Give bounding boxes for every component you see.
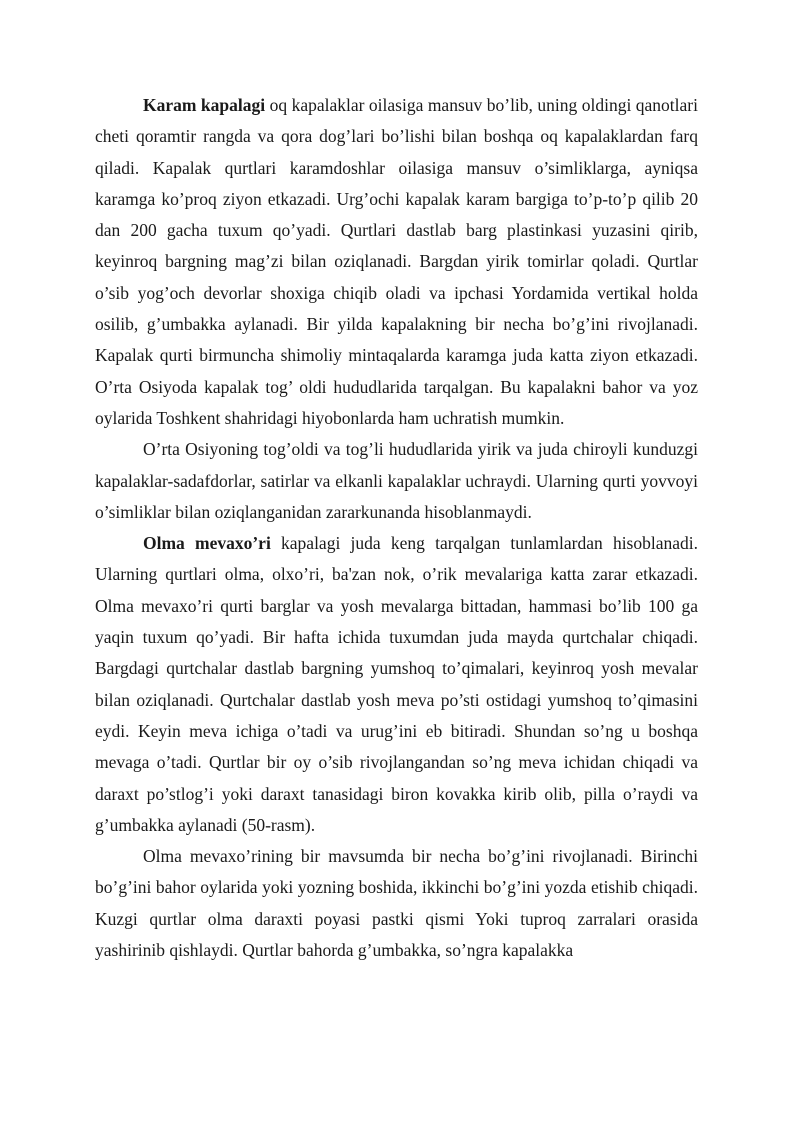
paragraph-text: oq kapalaklar oilasiga mansuv bo’lib, uning oldingi qanotlari cheti qoramtir rangda va qora dog’lari bo’lishi bilan boshqa oq kapalaklardan farq qiladi. Kapalak qurtlari karamdoshlar oilasiga mansuv o’simliklarga, ayniqsa karamga ko’proq ziyon etkazadi. Urg’ochi kapalak karam bargiga to’p-to’p qilib 20 dan 200 gacha tuxum qo’yadi. Qurtlari dastlab barg plastinkasi yuzasini qirib, keyinroq bargning mag’zi bilan oziqlanadi. Bargdan yirik tomirlar qoladi. Qurtlar o’sib yog’och devorlar shoxiga chiqib oladi va ipchasi Yordamida vertikal holda osilib, g’umbakka aylanadi. Bir yilda kapalakning bir necha bo’g’ini rivojlanadi. Kapalak qurti birmuncha shimoliy mintaqalarda karamga juda katta ziyon etkazadi. O’rta Osiyoda kapalak tog’ oldi hududlarida tarqalgan. Bu kapalakni bahor va yoz oylarida Toshkent shahridagi hiyobonlarda ham uchratish mumkin. <box>95 95 698 428</box>
paragraph-text: Olma mevaxo’rining bir mavsumda bir necha bo’g’ini rivojlanadi. Birinchi bo’g’ini bahor oylarida yoki yozning boshida, ikkinchi bo’g’ini yozda etishib chiqadi. Kuzgi qurtlar olma daraxti poyasi pastki qismi Yoki tuproq zarralari orasida yashirinib qishlaydi. Qurtlar bahorda g’umbakka, so’ngra kapalakka <box>95 846 698 961</box>
paragraph-karam-kapalagi <box>95 90 698 434</box>
paragraph-olma-mevaxori <box>95 528 698 841</box>
paragraph-orta-osiyo <box>95 434 698 528</box>
term-karam-kapalagi: Karam kapalagi <box>143 95 266 115</box>
paragraph-olma-mevaxori-rivojlanish <box>95 841 698 966</box>
term-olma-mevaxori: Olma mevaxo’ri <box>143 533 271 554</box>
paragraph-text: kapalagi juda keng tarqalgan tunlamlardan hisoblanadi. Ularning qurtlari olma, olxo’ri, ba'zan nok, o’rik mevalariga katta zarar etkazadi. Olma mevaxo’ri qurti barglar va yosh mevalarga bittadan, hammasi bo’lib 100 ga yaqin tuxum qo’yadi. Bir hafta ichida tuxumdan juda mayda qurtchalar chiqadi. Bargdagi qurtchalar dastlab bargning yumshoq to’qimalari, keyinroq yosh mevalar bilan oziqlanadi. Qurtchalar dastlab yosh meva po’sti ostidagi yumshoq to’qimasini eydi. Keyin meva ichiga o’tadi va urug’ini eb bitiradi. Shundan so’ng u boshqa mevaga o’tadi. Qurtlar bir oy o’sib rivojlangandan so’ng meva ichidan chiqadi va daraxt po’stlog’i yoki daraxt tanasidagi biron kovakka kirib olib, pilla o’raydi va g’umbakka aylanadi (50-rasm). <box>95 533 698 835</box>
paragraph-text: O’rta Osiyoning tog’oldi va tog’li hududlarida yirik va juda chiroyli kunduzgi kapalaklar-sadafdorlar, satirlar va elkanli kapalaklar uchraydi. Ularning qurti yovvoyi o’simliklar bilan oziqlanganidan zararkunanda hisoblanmaydi. <box>95 439 698 522</box>
document-page <box>95 90 698 966</box>
